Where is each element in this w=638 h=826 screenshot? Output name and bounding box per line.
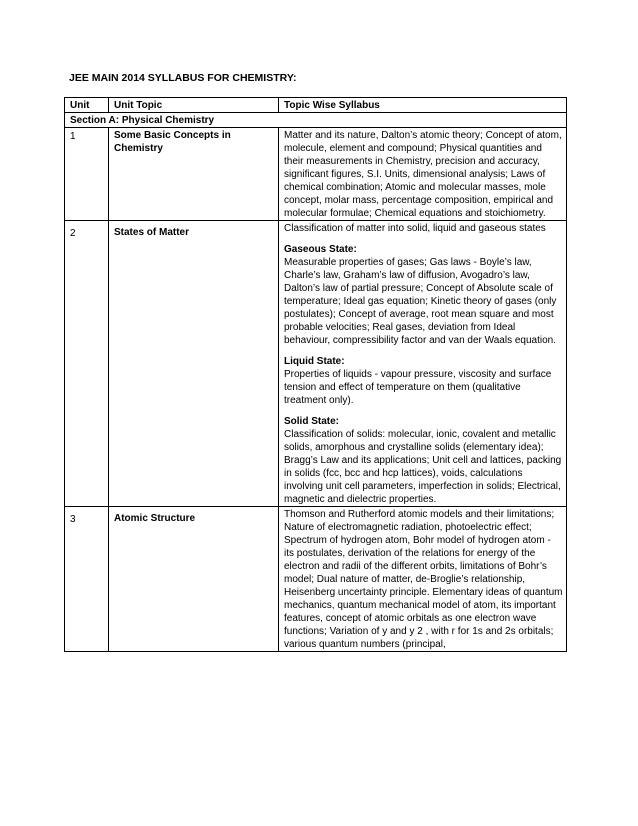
- liquid-state-heading: Liquid State:: [284, 356, 345, 367]
- states-intro: Classification of matter into solid, liquid and gaseous states: [284, 223, 546, 234]
- liquid-state-text: Properties of liquids - vapour pressure, viscosity and surface tension and effect of temperature on them (qualitative treatment only).: [284, 369, 552, 406]
- topic-syllabus: Matter and its nature, Dalton’s atomic theory; Concept of atom, molecule, element and compound; Physical quantities and their measurements in Chemistry, precision and accuracy, significant figures, S.I. Units, dimensional analysis; Laws of chemical combination; Atomic and molecular masses, mole concept, molar mass, percentage composition, empirical and molecular formulae; Chemical equations and stoichiometry.: [279, 128, 567, 221]
- header-unit: Unit: [65, 98, 109, 113]
- topic-syllabus: [279, 221, 567, 507]
- gaseous-state-text: Measurable properties of gases; Gas laws - Boyle’s law, Charle’s law, Graham’s law of diffusion, Avogadro’s law, Dalton’s law of partial pressure; Concept of Absolute scale of temperature; Ideal gas equation; Kinetic theory of gases (only postulates); Concept of average, root mean square and most probable velocities; Real gases, deviation from Ideal behaviour, compressibility factor and van der Waals equation.: [284, 257, 557, 346]
- table-row: [65, 128, 567, 221]
- unit-topic: Some Basic Concepts in Chemistry: [109, 128, 279, 221]
- gaseous-state-heading: Gaseous State:: [284, 244, 357, 255]
- table-row: [65, 507, 567, 652]
- solid-state-heading: Solid State:: [284, 416, 340, 427]
- header-unit-topic: Unit Topic: [109, 98, 279, 113]
- section-a-heading: Section A: Physical Chemistry: [65, 113, 567, 128]
- syllabus-table: [64, 97, 567, 652]
- solid-state-text: Classification of solids: molecular, ionic, covalent and metallic solids, amorphous and crystalline solids (elementary idea); Bragg’s Law and its applications; Unit cell and lattices, packing in solids (fcc, bcc and hcp lattices), voids, calculations involving unit cell parameters, imperfection in solids; Electrical, magnetic and dielectric properties.: [284, 429, 562, 505]
- unit-topic: Atomic Structure: [109, 507, 279, 652]
- table-header-row: [65, 98, 567, 113]
- header-topic-wise-syllabus: Topic Wise Syllabus: [279, 98, 567, 113]
- unit-topic: States of Matter: [109, 221, 279, 507]
- section-row: [65, 113, 567, 128]
- unit-number: 1: [65, 128, 109, 221]
- unit-number: 2: [65, 221, 109, 507]
- unit-number: 3: [65, 507, 109, 652]
- table-row: [65, 221, 567, 507]
- document-title: JEE MAIN 2014 SYLLABUS FOR CHEMISTRY:: [69, 72, 297, 84]
- topic-syllabus: Thomson and Rutherford atomic models and their limitations; Nature of electromagnetic radiation, photoelectric effect; Spectrum of hydrogen atom, Bohr model of hydrogen atom - its postulates, derivation of the relations for energy of the electron and radii of the different orbits, limitations of Bohr’s model; Dual nature of matter, de-Broglie’s relationship, Heisenberg uncertainty principle. Elementary ideas of quantum mechanics, quantum mechanical model of atom, its important features, concept of atomic orbitals as one electron wave functions; Variation of y and y 2 , with r for 1s and 2s orbitals; various quantum numbers (principal,: [279, 507, 567, 652]
